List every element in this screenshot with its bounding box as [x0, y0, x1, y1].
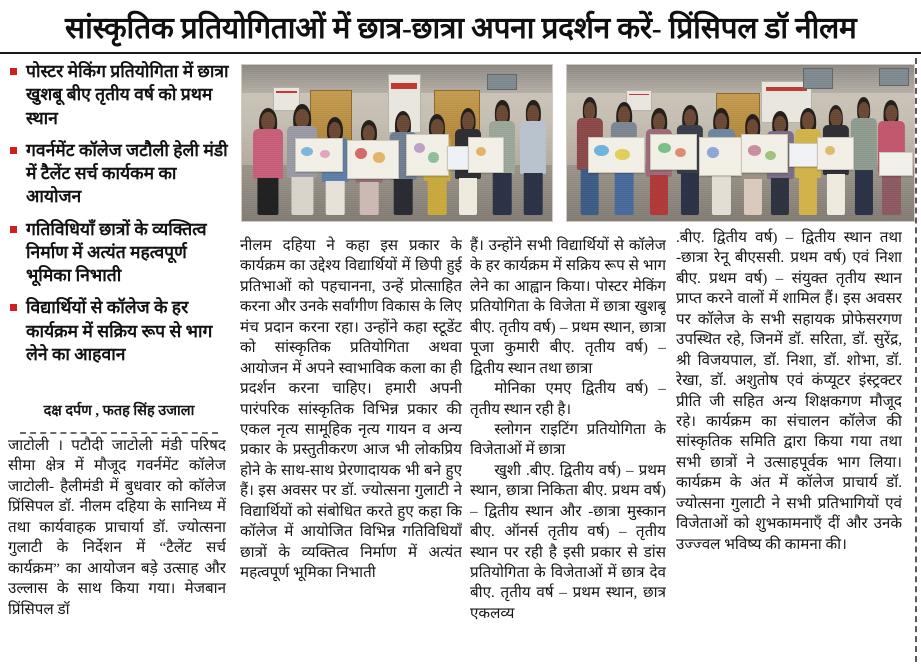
summary-sidebar: [6, 60, 232, 440]
square-bullet-icon: [10, 68, 17, 75]
list-item: [6, 218, 232, 288]
article-column-1: [8, 436, 226, 664]
headline-banner: [0, 6, 921, 54]
list-item: [6, 296, 232, 366]
byline-divider: [20, 432, 218, 434]
bullet-text: विद्यार्थियों से कॉलेज के हर कार्यक्रम में सक्रिय रूप से भाग लेने का आहवान: [26, 297, 213, 364]
bullet-text: गवर्नमेंट कॉलेज जटौली हेली मंडी में टैलेंट सर्च कार्यकम का आयोजन: [26, 139, 228, 207]
talent-search-participants-group-photo: [566, 64, 915, 222]
bullet-text: पोस्टर मेकिंग प्रतियोगिता में छात्रा खुशबू बीए तृतीय वर्ष को प्रथम स्थान: [26, 61, 229, 128]
bullet-list: [6, 60, 232, 366]
square-bullet-icon: [10, 147, 17, 154]
byline: दक्ष दर्पण , फतह सिंह उजाला: [43, 403, 195, 419]
list-item: [6, 60, 232, 130]
list-item: [6, 139, 232, 209]
page-title: सांस्कृतिक प्रतियोगिताओं में छात्र-छात्रा अपना प्रदर्शन करें- प्रिंसिपल डॉ नीलम: [64, 11, 857, 45]
paragraph: मोनिका एमए द्वितीय वर्ष) – तृतीय स्थान रही है।: [470, 380, 666, 418]
paragraph: स्लोगन राइटिंग प्रतियोगिता के विजेताओं में छात्रा: [470, 420, 666, 459]
article-column-3: [470, 236, 666, 664]
paragraph: हैं। उन्होंने सभी विद्यार्थियों से कॉलेज के हर कार्यक्रम में सक्रिय रूप से भाग लेने का आह्वान किया। पोस्टर मेकिंग प्रतियोगिता के विजेता में छात्रा खुशबू बीए. तृतीय वर्ष) – प्रथम स्थान, छात्रा पूजा कुमारी बीए. तृतीय वर्ष) – द्वितीय स्थान तथा छात्रा: [470, 237, 666, 377]
paragraph: .बीए. द्वितीय वर्ष) – द्वितीय स्थान तथा -छात्रा रेनू बीएससी. प्रथम वर्ष) एवं निशा बीए. प्रथम वर्ष) – संयुक्त तृतीय स्थान प्राप्त करने वालों में शामिल हैं। इस अवसर पर कॉलेज के सभी सहायक प्रोफेसरगण उपस्थित रहे, जिनमें डॉ. सरिता, डॉ. सुरेंद्र, श्री विजयपाल, डॉ. निशा, डॉ. शोभा, डॉ. रेखा, डॉ. अशुतोष एवं कंप्यूटर इंस्ट्रक्टर प्रीति जी सहित अन्य शिक्षकगण मौजूद रहे। कार्यक्रम का संचालन कॉलेज की सांस्कृतिक समिति द्वारा किया गया तथा सभी छात्रों ने उत्साहपूर्वक भाग लिया। कार्यक्रम के अंत में कॉलेज प्राचार्य डॉ. ज्योत्सना गुलाटी ने सभी प्रतिभागियों एवं विजेताओं को शुभकामनाएँ दीं और उनके उज्ज्वल भविष्य की कामना की।: [676, 229, 902, 553]
poster-making-winners-group-photo: [241, 64, 553, 222]
paragraph: जाटोली । पटौदी जाटोली मंडी परिषद सीमा क्षेत्र में मौजूद गवर्नमेंट कॉलेज जाटोली- हैलीमंडी में बुधवार को कॉलेज प्रिंसिपल डॉ. नीलम दहिया के सानिध्य में तथा कार्यवाहक प्राचार्या डॉ. ज्योत्सना गुलाटी के निर्देशन में “टैलेंट सर्च कार्यक्रम” का आयोजन बड़े उत्साह और उल्लास के साथ किया गया। मेजबान प्रिंसिपल डॉ: [8, 437, 226, 618]
square-bullet-icon: [10, 304, 17, 311]
paragraph: नीलम दहिया ने कहा इस प्रकार के कार्यक्रम का उद्देश्य विद्यार्थियों में छिपी हुई प्रतिभाओं को पहचानना, उन्हें प्रोत्साहित करना और उनके सर्वांगीण विकास के लिए मंच प्रदान करना रहा। उन्होंने कहा स्टूडेंट को सांस्कृतिक प्रतियोगिता अथवा आयोजन में अपने स्वाभाविक कला का ही प्रदर्शन करना चाहिए। हमारी अपनी पारंपरिक सांस्कृतिक विभिन्न प्रकार की एकल नृत्य सामूहिक नृत्य गायन व अन्य प्रकार के प्रस्तुतीकरण आज भी लोकप्रिय होने के साथ-साथ प्रेरणादायक भी बने हुए हैं। इस अवसर पर डॉ. ज्योत्सना गुलाटी ने विद्यार्थियों को संबोधित करते हुए कहा कि कॉलेज में आयोजित विभिन्न गतिविधियाँ छात्रों के व्यक्तित्व निर्माण में अत्यंत महत्वपूर्ण भूमिका निभाती: [240, 237, 462, 581]
article-column-4: [676, 228, 902, 664]
article-column-2: [240, 236, 462, 664]
square-bullet-icon: [10, 226, 17, 233]
paragraph: खुशी .बीए. द्वितीय वर्ष) – प्रथम स्थान, छात्रा निकिता बीए. प्रथम वर्ष) – द्वितीय स्थान और -छात्रा मुस्कान बीए. ऑनर्स तृतीय वर्ष) – तृतीय स्थान पर रही है इसी प्रकार से डांस प्रतियोगिता के विजेताओं में छात्र देव बीए. तृतीय वर्ष – प्रथम स्थान, छात्र एकलव्य: [470, 461, 666, 622]
bullet-text: गतिविधियाँ छात्रों के व्यक्तित्व निर्माण में अत्यंत महत्वपूर्ण भूमिका निभाती: [26, 218, 207, 286]
right-dashed-divider: [915, 58, 917, 662]
